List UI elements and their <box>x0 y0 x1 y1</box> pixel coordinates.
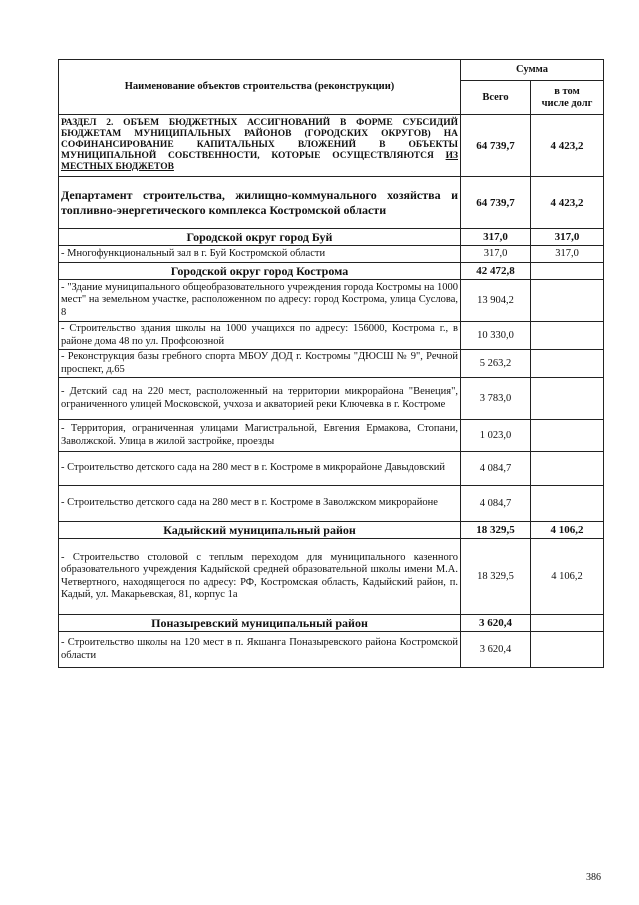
table-row <box>59 420 604 452</box>
item-name: - Строительство детского сада на 280 мест в г. Костроме в микрорайоне Давыдовский <box>59 452 461 486</box>
section-row <box>59 115 604 177</box>
district-debt <box>531 263 604 280</box>
item-total: 10 330,0 <box>461 322 531 350</box>
item-debt: 317,0 <box>531 246 604 263</box>
district-total: 3 620,4 <box>461 615 531 632</box>
item-name: - Территория, ограниченная улицами Магистральной, Евгения Ермакова, Стопани, Заволжской. Улица в жилой застройке, проезды <box>59 420 461 452</box>
item-total: 3 783,0 <box>461 378 531 420</box>
section-name-part2: ИЗ МЕСТНЫХ БЮДЖЕТОВ <box>61 151 458 172</box>
item-total: 317,0 <box>461 246 531 263</box>
table-row <box>59 378 604 420</box>
item-total: 18 329,5 <box>461 539 531 615</box>
item-total: 4 084,7 <box>461 486 531 522</box>
item-name: - Реконструкция базы гребного спорта МБОУ ДОД г. Костромы "ДЮСШ № 9", Речной проспект, д.65 <box>59 350 461 378</box>
table-row <box>59 280 604 322</box>
item-total: 1 023,0 <box>461 420 531 452</box>
department-total: 64 739,7 <box>461 177 531 229</box>
header-name-column: Наименование объектов строительства (реконструкции) <box>59 60 461 115</box>
table-row <box>59 452 604 486</box>
item-debt <box>531 486 604 522</box>
district-name: Поназыревский муниципальный район <box>59 615 461 632</box>
page-number: 386 <box>586 872 601 883</box>
district-row <box>59 615 604 632</box>
item-name: - Строительство школы на 120 мест в п. Якшанга Поназыревского района Костромской области <box>59 632 461 668</box>
department-name: Департамент строительства, жилищно-коммунального хозяйства и топливно-энергетического комплекса Костромской области <box>59 177 461 229</box>
header-debt-line1: в том <box>554 85 580 97</box>
header-debt-column <box>531 81 604 115</box>
section-name-part1: РАЗДЕЛ 2. ОБЪЕМ БЮДЖЕТНЫХ АССИГНОВАНИЙ В ФОРМЕ СУБСИДИЙ БЮДЖЕТАМ МУНИЦИПАЛЬНЫХ РАЙОНОВ (ГОРОДСКИХ ОКРУГОВ) НА СОФИНАНСИРОВАНИЕ КАПИТАЛЬНЫХ ВЛОЖЕНИЙ В ОБЪЕКТЫ МУНИЦИПАЛЬНОЙ СОБСТВЕННОСТИ, КОТОРЫЕ ОСУЩЕСТВЛЯЮТСЯ <box>61 118 458 161</box>
section-total: 64 739,7 <box>461 115 531 177</box>
item-debt <box>531 378 604 420</box>
item-name: - "Здание муниципального общеобразовательного учреждения города Костромы на 1000 мест" на земельном участке, расположенном по адресу: город Кострома, улица Суслова, 8 <box>59 280 461 322</box>
table-row <box>59 632 604 668</box>
item-debt <box>531 350 604 378</box>
department-row <box>59 177 604 229</box>
section-name <box>59 115 461 177</box>
table-row <box>59 539 604 615</box>
item-name: - Строительство столовой с теплым переходом для муниципального казенного образовательного учреждения Кадыйской средней образовательной школы имени М.А. Четвертного, находящегося по адресу: РФ, Костромская область, Кадыйский район, п. Кадый, ул. Макарьевская, 81, корпус 1а <box>59 539 461 615</box>
district-name: Кадыйский муниципальный район <box>59 522 461 539</box>
item-name: - Многофункциональный зал в г. Буй Костромской области <box>59 246 461 263</box>
item-debt <box>531 452 604 486</box>
district-row <box>59 229 604 246</box>
table-row <box>59 486 604 522</box>
header-debt-line2: числе долг <box>541 97 593 109</box>
header-sum-column: Сумма <box>461 60 604 81</box>
district-total: 317,0 <box>461 229 531 246</box>
header-total-column: Всего <box>461 81 531 115</box>
item-debt <box>531 280 604 322</box>
district-row <box>59 522 604 539</box>
district-debt <box>531 615 604 632</box>
budget-table <box>58 59 604 668</box>
table-row <box>59 350 604 378</box>
district-debt: 317,0 <box>531 229 604 246</box>
section-debt: 4 423,2 <box>531 115 604 177</box>
table-row <box>59 322 604 350</box>
item-debt <box>531 420 604 452</box>
item-debt <box>531 322 604 350</box>
item-debt: 4 106,2 <box>531 539 604 615</box>
item-total: 5 263,2 <box>461 350 531 378</box>
department-debt: 4 423,2 <box>531 177 604 229</box>
item-total: 4 084,7 <box>461 452 531 486</box>
item-total: 13 904,2 <box>461 280 531 322</box>
district-row <box>59 263 604 280</box>
item-name: - Строительство детского сада на 280 мест в г. Костроме в Заволжском микрорайоне <box>59 486 461 522</box>
district-name: Городской округ город Буй <box>59 229 461 246</box>
item-name: - Детский сад на 220 мест, расположенный на территории микрорайона "Венеция", ограниченного улицей Московской, учхоза и акваторией реки Ключевка в г. Костроме <box>59 378 461 420</box>
district-name: Городской округ город Кострома <box>59 263 461 280</box>
item-debt <box>531 632 604 668</box>
district-debt: 4 106,2 <box>531 522 604 539</box>
district-total: 18 329,5 <box>461 522 531 539</box>
district-total: 42 472,8 <box>461 263 531 280</box>
item-total: 3 620,4 <box>461 632 531 668</box>
item-name: - Строительство здания школы на 1000 учащихся по адресу: 156000, Кострома г., в районе дома 48 по ул. Профсоюзной <box>59 322 461 350</box>
table-row <box>59 246 604 263</box>
